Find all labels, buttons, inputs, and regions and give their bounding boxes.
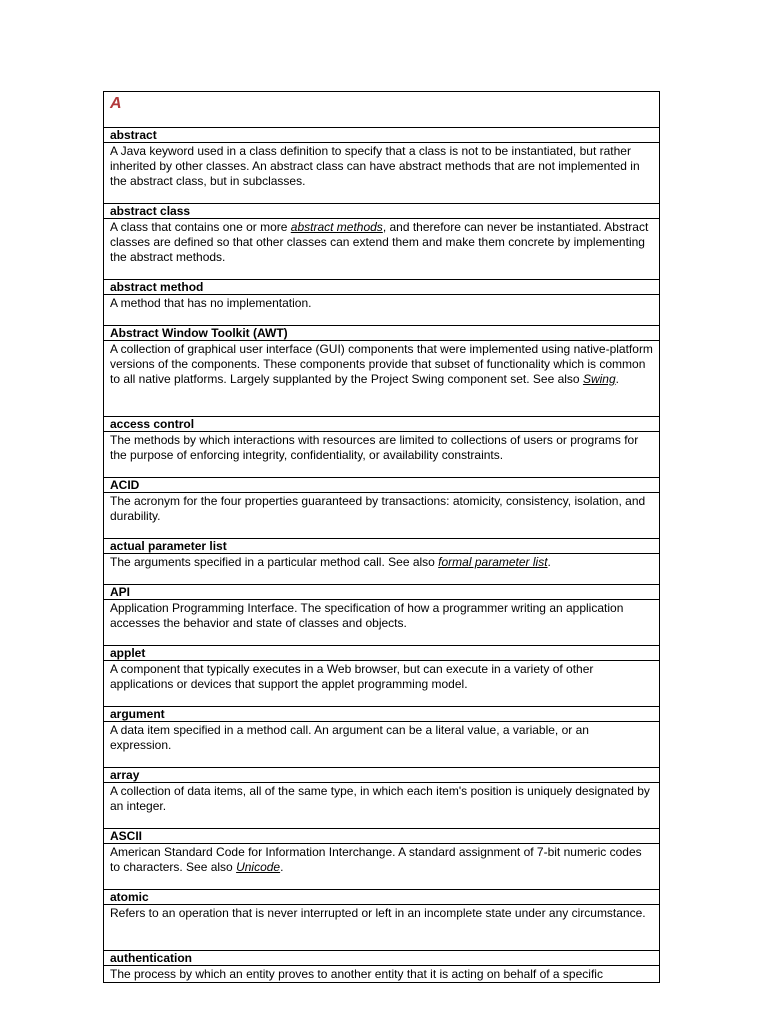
glossary-definition: The arguments specified in a particular method call. See also formal parameter list. <box>104 554 660 585</box>
definition-row <box>104 143 660 204</box>
glossary-definition: A data item specified in a method call. An argument can be a literal value, a variable, or an expression. <box>104 722 660 768</box>
glossary-term: actual parameter list <box>104 539 660 554</box>
cross-reference-link[interactable]: Unicode <box>236 860 281 874</box>
glossary-body <box>104 92 660 983</box>
glossary-term: atomic <box>104 890 660 905</box>
glossary-definition: American Standard Code for Information Interchange. A standard assignment of 7-bit numeric codes to characters. See also Unicode. <box>104 844 660 890</box>
glossary-definition: A collection of graphical user interface (GUI) components that were implemented using native-platform versions of the components. These components provide that subset of functionality which is common to all native platforms. Largely supplanted by the Project Swing component set. See also Swing. <box>104 341 660 417</box>
definition-row <box>104 844 660 890</box>
glossary-term: argument <box>104 707 660 722</box>
term-row <box>104 478 660 493</box>
definition-row <box>104 493 660 539</box>
cross-reference-link[interactable]: formal parameter list <box>438 555 548 569</box>
definition-row <box>104 722 660 768</box>
term-row <box>104 326 660 341</box>
glossary-definition: The acronym for the four properties guaranteed by transactions: atomicity, consistency, isolation, and durability. <box>104 493 660 539</box>
definition-row <box>104 783 660 829</box>
section-header-row <box>104 92 660 128</box>
glossary-definition: Refers to an operation that is never interrupted or left in an incomplete state under any circumstance. <box>104 905 660 951</box>
definition-row <box>104 432 660 478</box>
glossary-term: ACID <box>104 478 660 493</box>
term-row <box>104 539 660 554</box>
glossary-definition: A Java keyword used in a class definition to specify that a class is not to be instantiated, but rather inherited by other classes. An abstract class can have abstract methods that are not implemented in the abstract class, but in subclasses. <box>104 143 660 204</box>
glossary-definition: A class that contains one or more abstract methods, and therefore can never be instantiated. Abstract classes are defined so that other classes can extend them and make them concrete by implementing the abstract methods. <box>104 219 660 280</box>
glossary-term: API <box>104 585 660 600</box>
cross-reference-link[interactable]: Swing <box>582 372 616 386</box>
term-row <box>104 417 660 432</box>
definition-row <box>104 554 660 585</box>
glossary-definition: The process by which an entity proves to another entity that it is acting on behalf of a specific <box>104 966 660 983</box>
glossary-term: abstract method <box>104 280 660 295</box>
term-row <box>104 829 660 844</box>
glossary-term: abstract <box>104 128 660 143</box>
term-row <box>104 951 660 966</box>
definition-row <box>104 219 660 280</box>
term-row <box>104 128 660 143</box>
definition-row <box>104 600 660 646</box>
definition-row <box>104 966 660 983</box>
glossary-definition: A collection of data items, all of the same type, in which each item's position is uniquely designated by an integer. <box>104 783 660 829</box>
glossary-term: authentication <box>104 951 660 966</box>
section-letter: A <box>104 92 660 128</box>
term-row <box>104 707 660 722</box>
glossary-definition: The methods by which interactions with resources are limited to collections of users or programs for the purpose of enforcing integrity, confidentiality, or availability constraints. <box>104 432 660 478</box>
glossary-term: abstract class <box>104 204 660 219</box>
definition-row <box>104 295 660 326</box>
glossary-definition: Application Programming Interface. The specification of how a programmer writing an application accesses the behavior and state of classes and objects. <box>104 600 660 646</box>
term-row <box>104 890 660 905</box>
term-row <box>104 204 660 219</box>
term-row <box>104 646 660 661</box>
cross-reference-link[interactable]: abstract methods <box>290 220 383 234</box>
glossary-definition: A component that typically executes in a Web browser, but can execute in a variety of other applications or devices that support the applet programming model. <box>104 661 660 707</box>
glossary-table <box>103 91 660 983</box>
definition-row <box>104 341 660 417</box>
glossary-term: Abstract Window Toolkit (AWT) <box>104 326 660 341</box>
term-row <box>104 280 660 295</box>
definition-row <box>104 905 660 951</box>
definition-row <box>104 661 660 707</box>
term-row <box>104 768 660 783</box>
glossary-definition: A method that has no implementation. <box>104 295 660 326</box>
glossary-term: access control <box>104 417 660 432</box>
glossary-term: array <box>104 768 660 783</box>
glossary-term: ASCII <box>104 829 660 844</box>
glossary-term: applet <box>104 646 660 661</box>
term-row <box>104 585 660 600</box>
